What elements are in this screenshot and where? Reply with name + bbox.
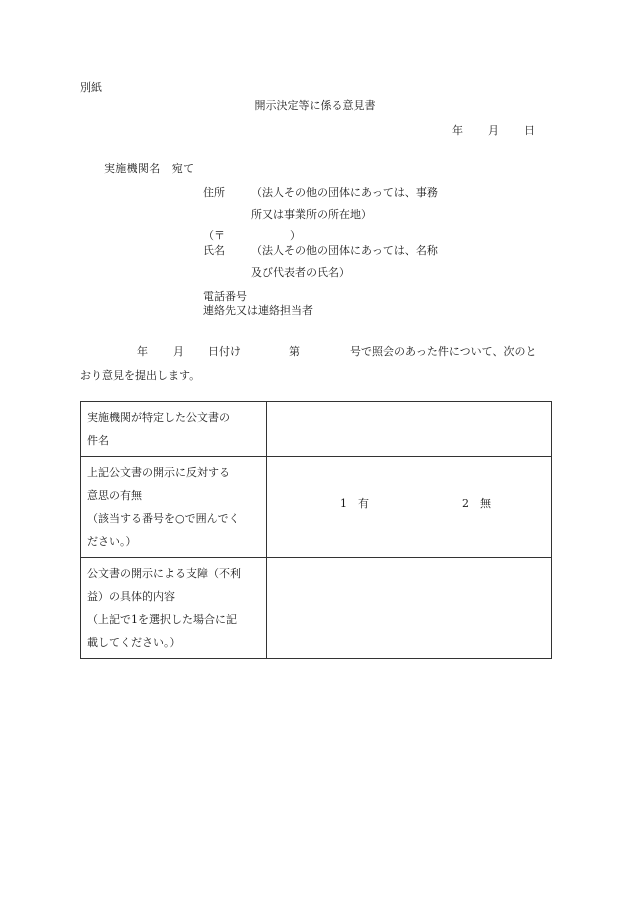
question-cell — [81, 457, 267, 558]
address-label: 住所 — [203, 186, 225, 199]
body-text-line-2: おり意見を提出します。 — [80, 369, 201, 382]
table-row — [81, 402, 552, 457]
table-row — [81, 558, 552, 659]
postal-code-close: ） — [290, 229, 301, 242]
date-year: 年 — [452, 124, 463, 137]
question-line: ださい。） — [87, 535, 137, 548]
address-note-line-2: 所又は事業所の所在地） — [251, 208, 372, 221]
name-label: 氏名 — [203, 244, 225, 257]
opinion-table — [80, 401, 552, 659]
body-text-line-1: 号で照会のあった件について、次のと — [350, 345, 537, 358]
contact-label: 連絡先又は連絡担当者 — [203, 304, 313, 317]
name-note-line-1: （法人その他の団体にあっては、名称 — [251, 244, 438, 257]
question-line: 公文書の開示による支障（不利 — [87, 567, 241, 580]
name-note-line-2: 及び代表者の氏名） — [251, 266, 350, 279]
question-line: 上記公文書の開示に反対する — [87, 466, 230, 479]
body-dated: 日付け — [208, 345, 241, 358]
option-yes[interactable]: 1 有 — [340, 497, 369, 510]
question-line: 件名 — [87, 434, 109, 447]
body-month: 月 — [173, 345, 184, 358]
option-no[interactable]: 2 無 — [462, 497, 491, 510]
body-year: 年 — [137, 345, 148, 358]
question-cell — [81, 558, 267, 659]
question-line: （上記で1を選択した場合に記 — [87, 613, 237, 626]
address-note-line-1: （法人その他の団体にあっては、事務 — [251, 186, 438, 199]
attachment-label: 別紙 — [80, 81, 102, 94]
question-line: 載してください。） — [87, 636, 181, 649]
date-day: 日 — [524, 124, 535, 137]
question-line: 実施機関が特定した公文書の — [87, 411, 230, 424]
phone-label: 電話番号 — [203, 290, 247, 303]
answer-cell[interactable] — [267, 558, 552, 659]
question-line: 意思の有無 — [87, 489, 142, 502]
postal-code-open: （〒 — [203, 229, 225, 242]
question-cell — [81, 402, 267, 457]
document-title: 開示決定等に係る意見書 — [254, 99, 376, 112]
question-line: 益）の具体的内容 — [87, 590, 175, 603]
answer-cell[interactable] — [267, 402, 552, 457]
date-month: 月 — [488, 124, 499, 137]
body-number-prefix: 第 — [289, 345, 300, 358]
table-row — [81, 457, 552, 558]
addressee: 実施機関名 宛て — [104, 162, 195, 175]
answer-cell — [267, 457, 552, 558]
question-line: （該当する番号を○で囲んでく — [87, 512, 240, 525]
